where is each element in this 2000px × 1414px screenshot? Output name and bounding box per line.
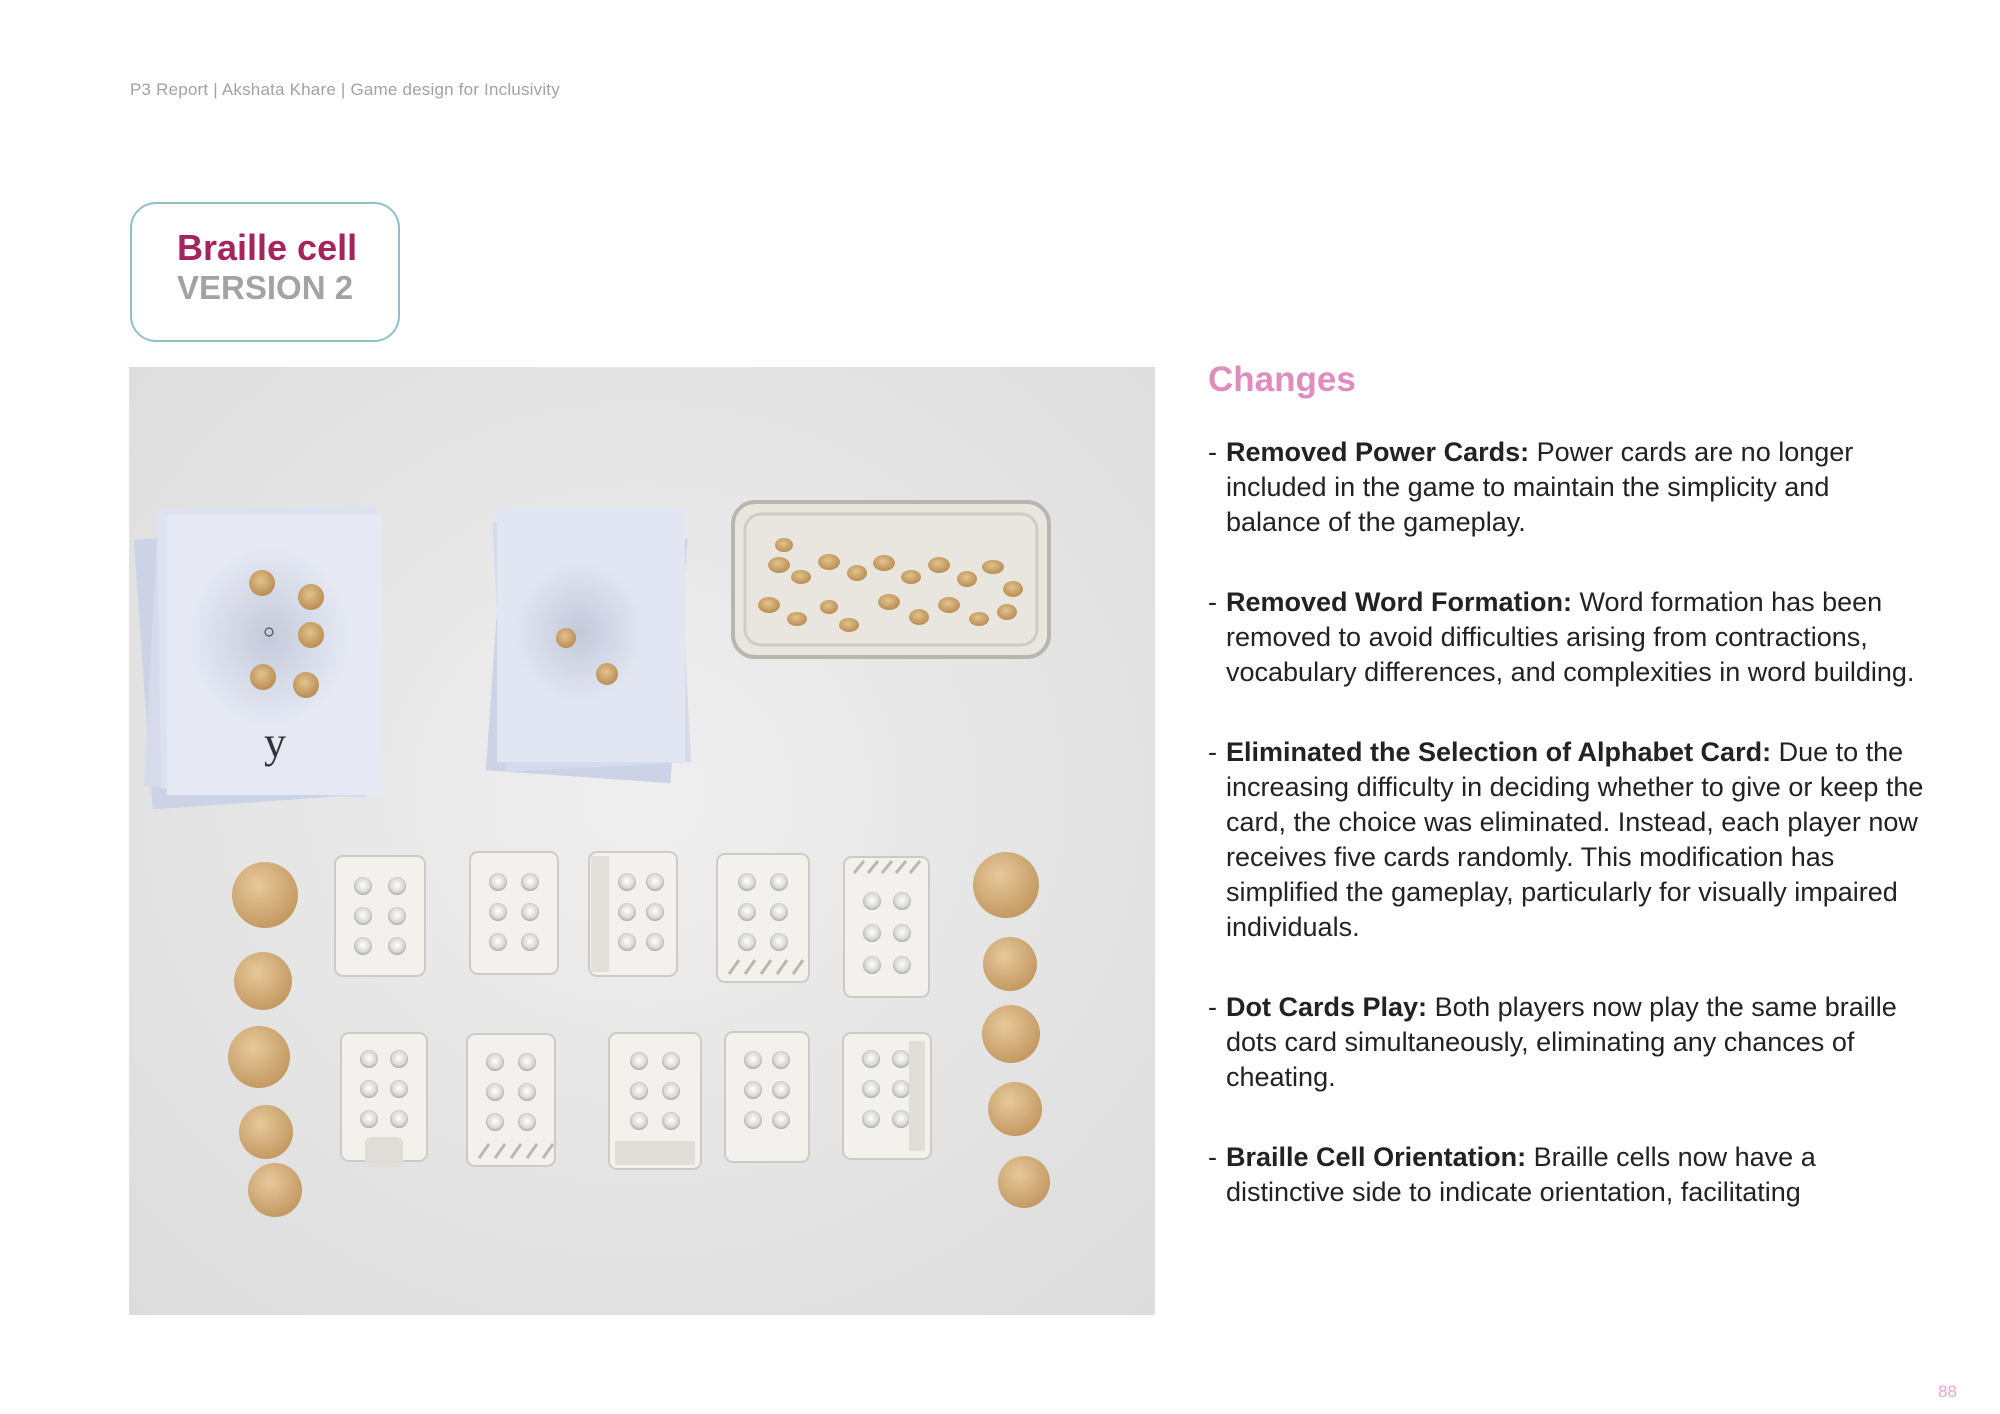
change-item-word-formation: - Removed Word Formation: Word formation has been removed to avoid difficulties arising from contractions, vocabulary differences, and complexities in word building.	[1208, 587, 1915, 687]
change-item-title: Dot Cards Play:	[1226, 992, 1428, 1022]
prototype-photo-illustration	[129, 367, 1155, 1315]
change-item-power-cards: - Removed Power Cards: Power cards are no longer included in the game to maintain the simplicity and balance of the gameplay.	[1208, 437, 1854, 537]
changes-heading: Changes	[1208, 360, 1356, 399]
change-item-text: Both players now play the same braille dots card simultaneously, eliminating any chances of cheating.	[1226, 992, 1897, 1092]
change-item-alphabet-card: - Eliminated the Selection of Alphabet Card: Due to the increasing difficulty in deciding whether to give or keep the card, the choice was eliminated. Instead, each player now receives five cards randomly. This modification has simplified the gameplay, particularly for visually impaired individuals.	[1208, 737, 1924, 942]
change-item-title: Removed Word Formation:	[1226, 587, 1573, 617]
change-item-title: Braille Cell Orientation:	[1226, 1142, 1527, 1172]
letter-card-stack	[134, 505, 382, 809]
page-number: 88	[1938, 1382, 1957, 1401]
running-header: P3 Report | Akshata Khare | Game design for Inclusivity	[130, 80, 560, 99]
card-letter: y	[264, 718, 286, 767]
prototype-photo	[129, 367, 1155, 1315]
change-item-text: Word formation has been removed to avoid difficulties arising from contractions, vocabulary differences, and complexities in word building.	[1226, 587, 1915, 687]
section-subtitle: VERSION 2	[177, 269, 354, 306]
section-title: Braille cell	[177, 227, 358, 268]
section-title-box	[130, 202, 400, 342]
changes-list	[1208, 435, 1928, 1255]
change-item-orientation: - Braille Cell Orientation: Braille cells now have a distinctive side to indicate orientation, facilitating	[1208, 1142, 1816, 1207]
change-item-title: Eliminated the Selection of Alphabet Card:	[1226, 737, 1772, 767]
change-item-text: Power cards are no longer included in the game to maintain the simplicity and balance of the gameplay.	[1226, 437, 1854, 537]
clay-pieces-box	[733, 502, 1049, 657]
change-item-text: Due to the increasing difficulty in deciding whether to give or keep the card, the choice was eliminated. Instead, each player now receives five cards randomly. This modification has simplified the gameplay, particularly for visually impaired individuals.	[1226, 737, 1924, 942]
dot-card-stack	[486, 507, 691, 783]
change-item-title: Removed Power Cards:	[1226, 437, 1530, 467]
change-item-text: Braille cells now have a distinctive side to indicate orientation, facilitating	[1226, 1142, 1816, 1207]
change-item-dot-cards: - Dot Cards Play: Both players now play the same braille dots card simultaneously, eliminating any chances of cheating.	[1208, 992, 1897, 1092]
